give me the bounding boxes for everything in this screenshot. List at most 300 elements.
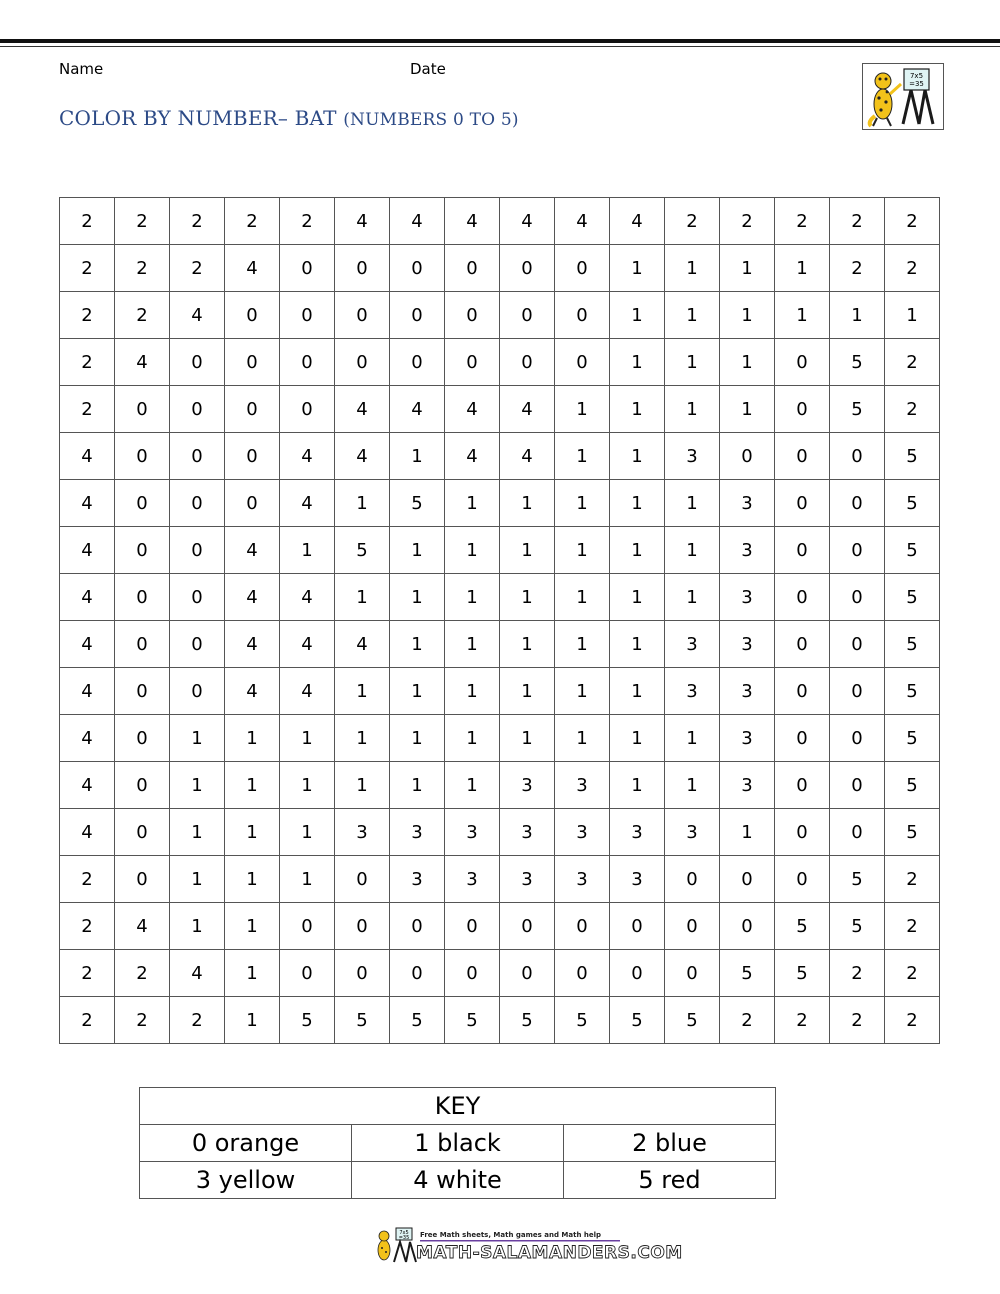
grid-cell: 4 (60, 668, 115, 715)
grid-cell: 0 (335, 903, 390, 950)
grid-cell: 4 (280, 433, 335, 480)
grid-cell: 0 (610, 950, 665, 997)
grid-cell: 1 (225, 715, 280, 762)
grid-cell: 0 (170, 339, 225, 386)
grid-cell: 1 (610, 574, 665, 621)
grid-cell: 1 (225, 856, 280, 903)
grid-cell: 1 (280, 809, 335, 856)
grid-cell: 0 (775, 386, 830, 433)
grid-cell: 3 (720, 574, 775, 621)
grid-cell: 1 (500, 668, 555, 715)
grid-cell: 0 (445, 339, 500, 386)
grid-cell: 3 (555, 809, 610, 856)
grid-cell: 4 (225, 245, 280, 292)
grid-cell: 4 (225, 574, 280, 621)
grid-cell: 2 (830, 198, 885, 245)
grid-cell: 1 (225, 762, 280, 809)
grid-cell: 1 (610, 245, 665, 292)
grid-cell: 2 (60, 292, 115, 339)
grid-cell: 0 (830, 715, 885, 762)
grid-cell: 3 (720, 715, 775, 762)
grid-cell: 1 (335, 480, 390, 527)
grid-cell: 5 (335, 527, 390, 574)
grid-cell: 1 (335, 762, 390, 809)
grid-cell: 2 (885, 856, 940, 903)
grid-cell: 1 (720, 386, 775, 433)
grid-cell: 1 (830, 292, 885, 339)
grid-cell: 0 (775, 433, 830, 480)
grid-cell: 1 (390, 668, 445, 715)
grid-cell: 0 (830, 433, 885, 480)
grid-cell: 0 (115, 386, 170, 433)
grid-cell: 2 (775, 997, 830, 1044)
grid-cell: 5 (885, 433, 940, 480)
grid-cell: 4 (555, 198, 610, 245)
grid-cell: 0 (390, 339, 445, 386)
grid-cell: 2 (60, 856, 115, 903)
grid-cell: 3 (500, 856, 555, 903)
grid-cell: 1 (555, 386, 610, 433)
grid-cell: 5 (335, 997, 390, 1044)
key-entry: 3 yellow (140, 1162, 352, 1199)
grid-cell: 2 (115, 997, 170, 1044)
grid-cell: 2 (885, 903, 940, 950)
grid-cell: 0 (280, 339, 335, 386)
grid-cell: 0 (720, 903, 775, 950)
grid-cell: 0 (280, 292, 335, 339)
logo-board-line-1: 7x5 (909, 72, 924, 80)
grid-cell: 2 (60, 245, 115, 292)
grid-cell: 0 (390, 292, 445, 339)
grid-cell: 0 (775, 480, 830, 527)
grid-cell: 5 (885, 762, 940, 809)
grid-cell: 3 (445, 856, 500, 903)
grid-cell: 5 (390, 997, 445, 1044)
grid-row (60, 292, 940, 339)
grid-cell: 0 (775, 809, 830, 856)
grid-cell: 1 (335, 574, 390, 621)
grid-cell: 1 (390, 762, 445, 809)
grid-cell: 1 (610, 715, 665, 762)
grid-cell: 1 (555, 480, 610, 527)
grid-cell: 4 (610, 198, 665, 245)
grid-cell: 1 (555, 715, 610, 762)
grid-cell: 1 (610, 762, 665, 809)
grid-cell: 0 (555, 339, 610, 386)
key-entry: 1 black (352, 1125, 564, 1162)
key-entry: 2 blue (564, 1125, 776, 1162)
grid-cell: 1 (170, 903, 225, 950)
grid-cell: 0 (115, 856, 170, 903)
grid-row (60, 480, 940, 527)
grid-cell: 0 (830, 480, 885, 527)
grid-cell: 4 (500, 433, 555, 480)
grid-cell: 1 (610, 621, 665, 668)
grid-cell: 3 (555, 762, 610, 809)
grid-cell: 3 (390, 809, 445, 856)
grid-cell: 2 (885, 245, 940, 292)
grid-cell: 4 (60, 809, 115, 856)
grid-cell: 1 (720, 339, 775, 386)
grid-body (60, 198, 940, 1044)
grid-cell: 4 (60, 433, 115, 480)
grid-cell: 0 (555, 245, 610, 292)
grid-cell: 1 (665, 527, 720, 574)
footer-site-name: MATH-SALAMANDERS.COM (416, 1243, 683, 1263)
grid-cell: 0 (170, 621, 225, 668)
grid-cell: 5 (885, 527, 940, 574)
key-entry: 5 red (564, 1162, 776, 1199)
grid-cell: 0 (280, 245, 335, 292)
footer-board-line-1: 7x5 (399, 1230, 409, 1236)
grid-cell: 0 (720, 433, 775, 480)
grid-cell: 0 (830, 668, 885, 715)
key-entry: 0 orange (140, 1125, 352, 1162)
grid-cell: 1 (610, 433, 665, 480)
grid-cell: 0 (115, 762, 170, 809)
grid-cell: 4 (280, 621, 335, 668)
grid-cell: 0 (115, 480, 170, 527)
grid-cell: 5 (830, 903, 885, 950)
grid-cell: 3 (665, 668, 720, 715)
grid-cell: 1 (500, 715, 555, 762)
grid-cell: 1 (555, 621, 610, 668)
grid-cell: 0 (115, 715, 170, 762)
grid-cell: 5 (665, 997, 720, 1044)
grid-cell: 4 (335, 198, 390, 245)
grid-cell: 0 (390, 245, 445, 292)
grid-cell: 5 (885, 715, 940, 762)
grid-cell: 0 (665, 856, 720, 903)
grid-cell: 2 (885, 950, 940, 997)
grid-cell: 3 (665, 433, 720, 480)
grid-row (60, 856, 940, 903)
grid-cell: 0 (775, 574, 830, 621)
grid-cell: 1 (665, 245, 720, 292)
grid-row (60, 527, 940, 574)
grid-cell: 3 (720, 668, 775, 715)
grid-cell: 3 (720, 527, 775, 574)
grid-cell: 1 (280, 715, 335, 762)
grid-cell: 1 (335, 668, 390, 715)
grid-cell: 5 (830, 386, 885, 433)
grid-cell: 0 (170, 527, 225, 574)
grid-cell: 0 (280, 903, 335, 950)
grid-cell: 0 (775, 668, 830, 715)
grid-cell: 1 (170, 856, 225, 903)
grid-cell: 1 (225, 950, 280, 997)
grid-cell: 4 (390, 198, 445, 245)
grid-cell: 0 (225, 339, 280, 386)
grid-row (60, 950, 940, 997)
grid-cell: 4 (500, 198, 555, 245)
grid-cell: 1 (445, 762, 500, 809)
grid-cell: 0 (830, 574, 885, 621)
grid-cell: 1 (445, 621, 500, 668)
grid-cell: 3 (335, 809, 390, 856)
grid-cell: 1 (500, 527, 555, 574)
footer-logo (372, 1226, 683, 1266)
grid-row (60, 339, 940, 386)
grid-cell: 2 (60, 386, 115, 433)
grid-cell: 4 (60, 621, 115, 668)
grid-cell: 1 (445, 668, 500, 715)
grid-cell: 4 (280, 480, 335, 527)
grid-cell: 1 (610, 339, 665, 386)
salamander-logo-box (862, 63, 944, 130)
grid-cell: 0 (500, 292, 555, 339)
grid-cell: 0 (335, 245, 390, 292)
grid-cell: 0 (665, 903, 720, 950)
grid-cell: 0 (830, 527, 885, 574)
grid-cell: 4 (170, 950, 225, 997)
title-subtitle: (NUMBERS 0 TO 5) (343, 110, 519, 130)
grid-row (60, 245, 940, 292)
grid-cell: 5 (885, 574, 940, 621)
grid-cell: 1 (225, 997, 280, 1044)
grid-cell: 1 (335, 715, 390, 762)
grid-row (60, 715, 940, 762)
grid-cell: 2 (720, 198, 775, 245)
grid-cell: 1 (170, 809, 225, 856)
grid-cell: 0 (280, 950, 335, 997)
grid-cell: 1 (720, 809, 775, 856)
grid-cell: 2 (775, 198, 830, 245)
grid-cell: 2 (830, 950, 885, 997)
grid-cell: 0 (225, 433, 280, 480)
key-entry: 4 white (352, 1162, 564, 1199)
grid-cell: 5 (720, 950, 775, 997)
grid-cell: 5 (775, 950, 830, 997)
grid-cell: 0 (500, 903, 555, 950)
grid-cell: 0 (500, 245, 555, 292)
grid-cell: 1 (390, 433, 445, 480)
grid-cell: 0 (445, 292, 500, 339)
grid-cell: 0 (390, 950, 445, 997)
grid-cell: 0 (500, 339, 555, 386)
grid-cell: 1 (610, 386, 665, 433)
grid-cell: 0 (445, 950, 500, 997)
logo-board-line-2: =35 (909, 80, 924, 88)
grid-cell: 3 (665, 809, 720, 856)
grid-cell: 5 (830, 339, 885, 386)
grid-cell: 1 (610, 527, 665, 574)
grid-cell: 1 (280, 762, 335, 809)
grid-cell: 1 (445, 480, 500, 527)
grid-cell: 1 (610, 292, 665, 339)
grid-cell: 0 (830, 762, 885, 809)
grid-row (60, 433, 940, 480)
grid-cell: 0 (445, 903, 500, 950)
grid-cell: 0 (555, 903, 610, 950)
grid-row (60, 198, 940, 245)
grid-cell: 0 (775, 856, 830, 903)
grid-cell: 4 (225, 527, 280, 574)
grid-cell: 1 (555, 527, 610, 574)
grid-cell: 0 (225, 292, 280, 339)
grid-cell: 2 (115, 198, 170, 245)
key-row (140, 1162, 776, 1199)
grid-cell: 1 (225, 903, 280, 950)
grid-cell: 3 (555, 856, 610, 903)
grid-cell: 1 (720, 245, 775, 292)
grid-cell: 1 (775, 245, 830, 292)
grid-cell: 1 (390, 621, 445, 668)
top-rule-thick (0, 39, 1000, 43)
grid-cell: 0 (115, 527, 170, 574)
grid-cell: 1 (280, 856, 335, 903)
grid-cell: 1 (610, 480, 665, 527)
grid-cell: 5 (885, 809, 940, 856)
grid-cell: 4 (115, 339, 170, 386)
grid-cell: 0 (775, 762, 830, 809)
grid-cell: 3 (665, 621, 720, 668)
grid-cell: 4 (335, 433, 390, 480)
grid-cell: 1 (555, 668, 610, 715)
grid-cell: 1 (665, 574, 720, 621)
grid-cell: 4 (60, 480, 115, 527)
grid-row (60, 574, 940, 621)
grid-cell: 1 (170, 715, 225, 762)
grid-cell: 0 (225, 480, 280, 527)
grid-cell: 4 (60, 574, 115, 621)
grid-cell: 0 (335, 856, 390, 903)
grid-cell: 2 (60, 903, 115, 950)
grid-cell: 1 (170, 762, 225, 809)
grid-cell: 5 (555, 997, 610, 1044)
grid-cell: 0 (115, 574, 170, 621)
math-salamanders-logo-icon (372, 1226, 683, 1266)
grid-cell: 1 (720, 292, 775, 339)
grid-cell: 0 (115, 668, 170, 715)
grid-cell: 0 (555, 950, 610, 997)
grid-cell: 2 (115, 292, 170, 339)
grid-cell: 2 (665, 198, 720, 245)
grid-cell: 2 (60, 339, 115, 386)
grid-cell: 0 (170, 433, 225, 480)
grid-cell: 4 (60, 762, 115, 809)
grid-cell: 2 (830, 245, 885, 292)
grid-cell: 1 (775, 292, 830, 339)
grid-cell: 2 (885, 386, 940, 433)
grid-cell: 2 (720, 997, 775, 1044)
grid-cell: 1 (885, 292, 940, 339)
grid-cell: 0 (830, 621, 885, 668)
grid-cell: 4 (280, 574, 335, 621)
grid-cell: 1 (225, 809, 280, 856)
grid-cell: 4 (170, 292, 225, 339)
grid-cell: 4 (390, 386, 445, 433)
grid-cell: 1 (665, 715, 720, 762)
grid-cell: 4 (60, 715, 115, 762)
grid-cell: 5 (885, 621, 940, 668)
grid-cell: 2 (885, 198, 940, 245)
grid-cell: 1 (445, 574, 500, 621)
grid-cell: 0 (115, 621, 170, 668)
grid-cell: 3 (500, 809, 555, 856)
grid-cell: 1 (610, 668, 665, 715)
grid-cell: 0 (170, 480, 225, 527)
grid-cell: 0 (335, 292, 390, 339)
grid-cell: 2 (885, 997, 940, 1044)
grid-cell: 0 (170, 668, 225, 715)
grid-cell: 0 (335, 950, 390, 997)
grid-row (60, 903, 940, 950)
grid-cell: 5 (390, 480, 445, 527)
grid-cell: 1 (665, 386, 720, 433)
grid-cell: 0 (170, 386, 225, 433)
grid-cell: 5 (885, 668, 940, 715)
grid-cell: 0 (225, 386, 280, 433)
grid-cell: 0 (335, 339, 390, 386)
grid-row (60, 809, 940, 856)
grid-cell: 4 (225, 621, 280, 668)
grid-cell: 5 (445, 997, 500, 1044)
grid-cell: 2 (225, 198, 280, 245)
key-header-row (140, 1088, 776, 1125)
grid-cell: 2 (885, 339, 940, 386)
key-title: KEY (140, 1088, 776, 1125)
color-key-table (139, 1087, 776, 1199)
grid-cell: 1 (665, 480, 720, 527)
worksheet-title (59, 106, 519, 130)
grid-cell: 4 (225, 668, 280, 715)
grid-cell: 1 (445, 527, 500, 574)
grid-cell: 5 (280, 997, 335, 1044)
grid-cell: 0 (720, 856, 775, 903)
grid-cell: 1 (665, 292, 720, 339)
date-label: Date (410, 60, 446, 78)
grid-cell: 4 (445, 433, 500, 480)
grid-cell: 2 (60, 997, 115, 1044)
grid-cell: 2 (170, 997, 225, 1044)
grid-cell: 5 (830, 856, 885, 903)
grid-cell: 3 (720, 480, 775, 527)
grid-cell: 1 (665, 339, 720, 386)
grid-cell: 3 (720, 621, 775, 668)
grid-cell: 0 (830, 809, 885, 856)
grid-cell: 0 (775, 527, 830, 574)
grid-cell: 0 (775, 339, 830, 386)
grid-cell: 0 (390, 903, 445, 950)
grid-cell: 2 (170, 198, 225, 245)
grid-cell: 1 (500, 480, 555, 527)
grid-cell: 4 (445, 386, 500, 433)
grid-cell: 2 (60, 198, 115, 245)
title-main: COLOR BY NUMBER– BAT (59, 106, 337, 130)
name-label: Name (59, 60, 104, 78)
grid-cell: 4 (335, 386, 390, 433)
grid-cell: 5 (885, 480, 940, 527)
grid-cell: 0 (115, 809, 170, 856)
grid-cell: 0 (500, 950, 555, 997)
grid-cell: 5 (775, 903, 830, 950)
grid-cell: 3 (445, 809, 500, 856)
grid-cell: 2 (280, 198, 335, 245)
grid-cell: 1 (500, 621, 555, 668)
grid-cell: 4 (115, 903, 170, 950)
grid-cell: 3 (500, 762, 555, 809)
grid-cell: 0 (115, 433, 170, 480)
grid-cell: 1 (665, 762, 720, 809)
grid-cell: 1 (390, 574, 445, 621)
footer-tagline: Free Math sheets, Math games and Math help (420, 1231, 602, 1239)
grid-cell: 2 (115, 950, 170, 997)
grid-cell: 3 (610, 809, 665, 856)
grid-cell: 0 (775, 715, 830, 762)
grid-row (60, 386, 940, 433)
grid-cell: 4 (500, 386, 555, 433)
